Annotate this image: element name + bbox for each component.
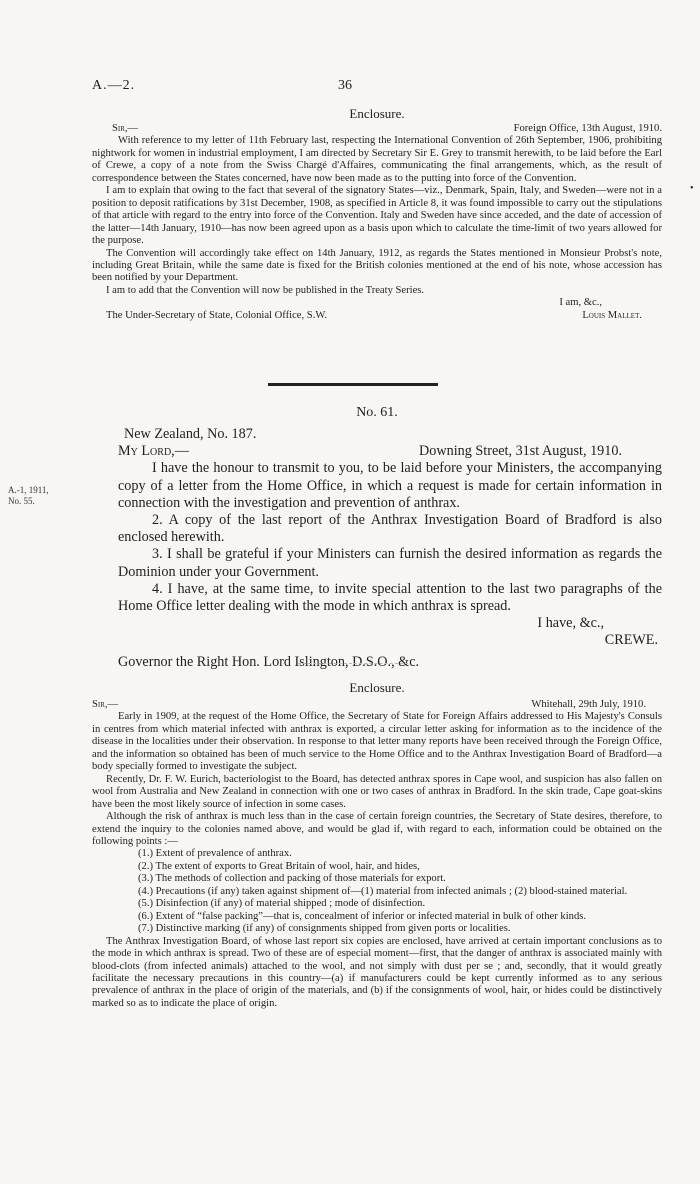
margin-reference xyxy=(8,485,49,507)
page-reference: A.—2. xyxy=(92,78,136,93)
enclosure-title: Enclosure. xyxy=(349,106,405,121)
margin-reference-line: A.-1, 1911, xyxy=(8,485,49,495)
page-number: 36 xyxy=(338,78,352,93)
despatch-no-61 xyxy=(118,426,662,671)
enclosure-foreign-office xyxy=(92,106,662,322)
paragraph: 2. A copy of the last report of the Anthrax Investigation Board of Bradford is also enclosed herewith. xyxy=(118,512,662,546)
margin-reference-line: No. 55. xyxy=(8,496,35,506)
paragraph: The Convention will accordingly take effect on 14th January, 1912, as regards the States mentioned in Monsieur Probst's note, including Great Britain, while the same date is fixed for the British colonies mentioned at the end of his note, whose accession has been notified by your Department. xyxy=(92,247,662,284)
paragraph: With reference to my letter of 11th February last, respecting the International Convention of 26th September, 1906, prohibiting nightwork for women in industrial employment, I am directed by Secretary Sir E. Grey to transmit herewith, to be laid before the Earl of Crewe, a copy of a note from the Swiss Chargé d'Affaires, communicating the final arrangements, which, as the result of correspondence between the States concerned, have now been made as to the putting into force of the Convention. xyxy=(92,135,662,184)
paragraph: I have the honour to transmit to you, to be laid before your Ministers, the accompanying copy of a letter from the Home Office, in which a request is made for certain information in connection with the investigation and prevention of anthrax. xyxy=(118,460,662,511)
list-item: (7.) Distinctive marking (if any) of consignments shipped from given ports or localities. xyxy=(138,923,511,935)
list-item: (2.) The extent of exports to Great Britain of wool, hair, and hides, xyxy=(138,860,420,872)
addressee: The Under-Secretary of State, Colonial Office, S.W. xyxy=(106,309,328,321)
paragraph: Although the risk of anthrax is much less than in the case of certain foreign countries, the Secretary of State desires, therefore, to extend the inquiry to the colonies named above, and would be glad if, with regard to each, information could be obtained on the following points :— xyxy=(92,811,662,847)
margin-mark: • xyxy=(690,183,694,194)
salutation: Sir,— xyxy=(92,699,119,710)
enclosure-title: Enclosure. xyxy=(349,680,405,695)
place-date: Downing Street, 31st August, 1910. xyxy=(419,443,622,460)
despatch-heading-row xyxy=(118,443,662,460)
enclosure-heading-row xyxy=(92,123,662,135)
salutation: My Lord,— xyxy=(118,443,189,460)
section-divider xyxy=(268,383,438,386)
signature: CREWE. xyxy=(604,632,658,649)
paragraph: 3. I shall be grateful if your Ministers can furnish the desired information as regards the Dominion under your Government. xyxy=(118,546,662,580)
closing: I have, &c., xyxy=(537,615,604,632)
list-item: (1.) Extent of prevalence of anthrax. xyxy=(138,848,292,860)
enclosure-heading-row xyxy=(92,699,662,711)
section-divider xyxy=(298,663,408,664)
paragraph: I am to add that the Convention will now be published in the Treaty Series. xyxy=(106,284,425,296)
addressee: Governor the Right Hon. Lord Islington, D.S.O., &c. xyxy=(118,653,420,670)
paragraph: The Anthrax Investigation Board, of whose last report six copies are enclosed, have arrived at certain important conclusions as to the mode in which anthrax is spread. Two of these are of especial moment—first, that the danger of anthrax is associated mainly with blood-clots (from infected animals) attached to the wool, and not simply with dust per se ; and, secondly, that it would greatly facilitate the necessary precautions in this country—(a) if manufacturers could be kept currently informed as to any serious prevalence of anthrax in the place of origin of the materials, and (b) if the consignments of wool, hair, or hides could be distinctively marked so as to indicate the place of origin. xyxy=(92,935,662,1009)
paragraph: I am to explain that owing to the fact that several of the signatory States—viz., Denmark, Spain, Italy, and Sweden—were not in a position to deposit ratifications by 31st December, 1908, as specified in Article 8, it was found impossible to carry out the stipulations of that article with regard to the entry into force of the Convention. Italy and Sweden have since acceded, and the date of accession of the latter—14th January, 1910—has now been agreed upon as a basis upon which to calculate the time-limit of two years allowed for the purpose. xyxy=(92,185,662,247)
list-item: (6.) Extent of “false packing”—that is, concealment of inferior or infected material in bulk of other kinds. xyxy=(138,910,587,922)
closing: I am, &c., xyxy=(559,297,602,309)
list-item: (4.) Precautions (if any) taken against shipment of—(1) material from infected animals ; (2) blood-stained material. xyxy=(138,885,628,897)
place-date: Foreign Office, 13th August, 1910. xyxy=(513,123,662,134)
list-item: (5.) Disinfection (if any) of material shipped ; mode of disinfection. xyxy=(138,898,426,910)
addressee-row xyxy=(92,310,662,322)
enclosure-home-office xyxy=(92,680,662,1010)
despatch-number: No. 61. xyxy=(356,405,398,420)
paragraph: Early in 1909, at the request of the Home Office, the Secretary of State for Foreign Affairs addressed to His Majesty's Consuls in centres from which material infected with anthrax is exported, a circular letter asking for information as to the incidence of the disease in the localities under their observation. In response to that letter many reports have been received through the Foreign Office, and the information so obtained has been of much service to the Home Office and to the Anthrax Investigation Board of Bradford—a body specially formed to investigate the subject. xyxy=(92,711,662,773)
paragraph: Recently, Dr. F. W. Eurich, bacteriologist to the Board, has detected anthrax spores in Cape wool, and suspicion has also fallen on wool from Australia and New Zealand in connection with one or two cases of anthrax in Bradford. In the skin trade, Cape goat-skins have been the most likely source of infection in some cases. xyxy=(92,773,662,810)
paragraph: 4. I have, at the same time, to invite special attention to the last two paragraphs of the Home Office letter dealing with the mode in which anthrax is spread. xyxy=(118,580,662,615)
list-item: (3.) The methods of collection and packing of those materials for export. xyxy=(138,873,446,885)
salutation: Sir,— xyxy=(112,123,139,134)
signature: Louis Mallet. xyxy=(582,309,642,321)
place-date: Whitehall, 29th July, 1910. xyxy=(531,699,646,710)
colony-reference: New Zealand, No. 187. xyxy=(124,426,257,442)
